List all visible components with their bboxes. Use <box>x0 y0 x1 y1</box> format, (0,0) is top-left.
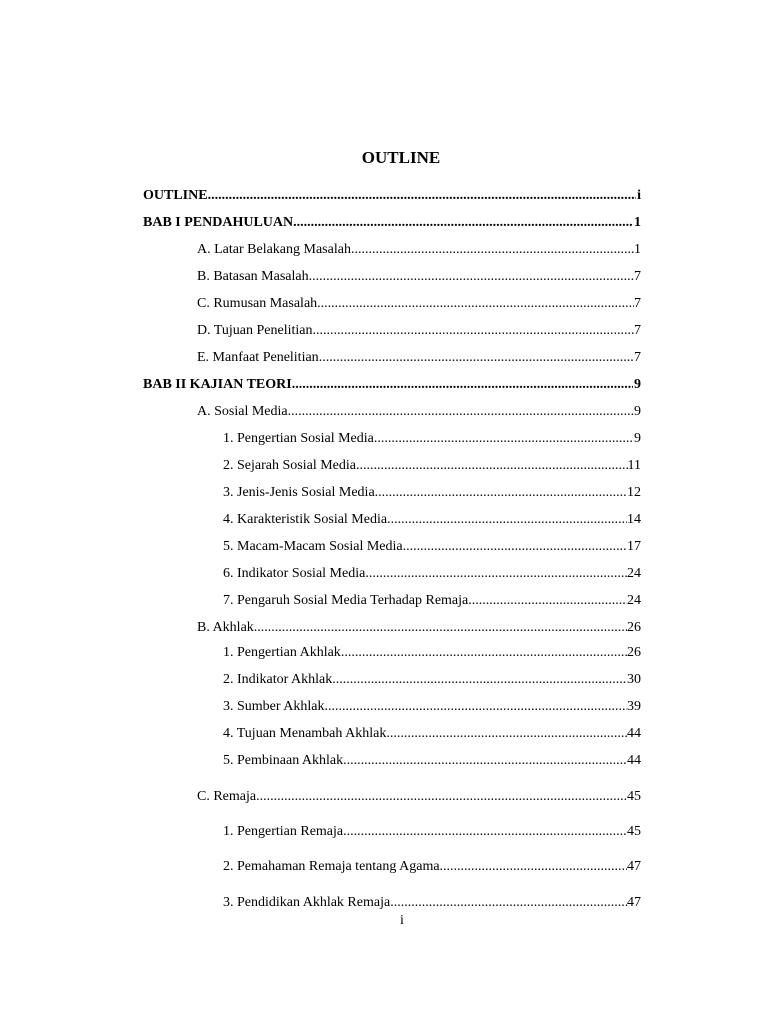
toc-entry-label: A. Latar Belakang Masalah <box>197 242 351 257</box>
toc-entry-page: 1 <box>634 242 641 257</box>
toc-entry <box>223 644 641 662</box>
toc-entry-page: 45 <box>627 824 641 839</box>
page-number: i <box>400 913 404 928</box>
dot-leader <box>332 671 627 689</box>
toc-entry <box>223 698 641 716</box>
toc-entry-label: 1. Pengertian Sosial Media <box>223 431 374 446</box>
toc-entry-label: D. Tujuan Penelitian <box>197 323 313 338</box>
toc-entry <box>197 349 641 367</box>
toc-entry <box>197 619 641 637</box>
toc-entry-page: i <box>637 188 641 203</box>
dot-leader <box>390 894 627 912</box>
toc-entry-page: 26 <box>627 645 641 660</box>
toc-entry-page: 1 <box>634 215 641 230</box>
toc-entry-page: 7 <box>634 269 641 284</box>
toc-entry-label: C. Remaja <box>197 789 257 804</box>
toc-entry-label: 2. Pemahaman Remaja tentang Agama <box>223 859 440 874</box>
toc-entry-page: 24 <box>627 566 641 581</box>
toc-entry <box>197 403 641 421</box>
toc-entry-page: 9 <box>634 404 641 419</box>
toc-entry-page: 7 <box>634 323 641 338</box>
toc-entry <box>223 457 641 475</box>
toc-entry <box>143 214 641 232</box>
toc-entry-label: BAB II KAJIAN TEORI <box>143 377 292 392</box>
toc-entry-label: B. Batasan Masalah <box>197 269 309 284</box>
toc-entry <box>197 268 641 286</box>
toc-entry-label: BAB I PENDAHULUAN <box>143 215 294 230</box>
dot-leader <box>319 349 634 367</box>
toc-entry-label: C. Rumusan Masalah <box>197 296 318 311</box>
dot-leader <box>325 698 628 716</box>
toc-entry-page: 12 <box>627 485 641 500</box>
toc-entry <box>223 592 641 610</box>
dot-leader <box>468 592 627 610</box>
dot-leader <box>288 403 634 421</box>
dot-leader <box>208 187 637 205</box>
toc-entry-label: OUTLINE <box>143 188 208 203</box>
toc-entry <box>223 565 641 583</box>
toc-entry-page: 39 <box>627 699 641 714</box>
dot-leader <box>341 644 627 662</box>
dot-leader <box>351 241 634 259</box>
toc-entry <box>223 511 641 529</box>
dot-leader <box>374 430 634 448</box>
toc-entry-label: 3. Jenis-Jenis Sosial Media <box>223 485 375 500</box>
toc-entry-page: 7 <box>634 350 641 365</box>
toc-entry-page: 9 <box>634 431 641 446</box>
toc-entry-page: 17 <box>627 539 641 554</box>
toc-entry-page: 7 <box>634 296 641 311</box>
toc-entry-label: 5. Pembinaan Akhlak <box>223 753 344 768</box>
dot-leader <box>309 268 634 286</box>
toc-entry-page: 26 <box>627 620 641 635</box>
toc-entry-page: 47 <box>627 859 641 874</box>
dot-leader <box>375 484 627 502</box>
toc-entry <box>197 295 641 313</box>
toc-entry-label: 2. Indikator Akhlak <box>223 672 333 687</box>
toc-entry-label: 1. Pengertian Akhlak <box>223 645 341 660</box>
toc-entry-page: 45 <box>627 789 641 804</box>
dot-leader <box>365 565 627 583</box>
dot-leader <box>356 457 628 475</box>
toc-entry <box>197 788 641 806</box>
dot-leader <box>317 295 634 313</box>
toc-entry-label: 3. Sumber Akhlak <box>223 699 325 714</box>
toc-entry <box>223 430 641 448</box>
toc-entry <box>223 823 641 841</box>
toc-entry-page: 30 <box>627 672 641 687</box>
toc-entry <box>223 894 641 912</box>
toc-entry <box>223 484 641 502</box>
toc-entry <box>197 241 641 259</box>
toc-entry-page: 44 <box>627 726 641 741</box>
toc-entry <box>223 538 641 556</box>
toc-entry-label: 2. Sejarah Sosial Media <box>223 458 356 473</box>
dot-leader <box>292 376 633 394</box>
dot-leader <box>343 823 627 841</box>
toc-entry-label: 4. Tujuan Menambah Akhlak <box>223 726 387 741</box>
page-title: OUTLINE <box>361 148 441 167</box>
dot-leader <box>313 322 634 340</box>
toc-entry <box>143 376 641 394</box>
toc-entry <box>223 858 641 876</box>
toc-entry-page: 9 <box>634 377 641 392</box>
toc-entry-label: B. Akhlak <box>197 620 254 635</box>
toc-entry <box>223 725 641 743</box>
toc-entry-label: 1. Pengertian Remaja <box>223 824 344 839</box>
dot-leader <box>254 619 627 637</box>
dot-leader <box>343 752 627 770</box>
dot-leader <box>403 538 627 556</box>
dot-leader <box>256 788 627 806</box>
toc-entry-page: 11 <box>627 458 641 473</box>
dot-leader <box>440 858 627 876</box>
toc-entry-label: 7. Pengaruh Sosial Media Terhadap Remaja <box>223 593 469 608</box>
toc-entry <box>143 187 641 205</box>
toc-entry-page: 14 <box>627 512 641 527</box>
toc-entry <box>197 322 641 340</box>
dot-leader <box>293 214 633 232</box>
toc-entry-label: 5. Macam-Macam Sosial Media <box>223 539 403 554</box>
toc-entry-label: 3. Pendidikan Akhlak Remaja <box>223 895 391 910</box>
toc-entry-page: 47 <box>627 895 641 910</box>
toc-entry-label: A. Sosial Media <box>197 404 288 419</box>
toc-entry-page: 44 <box>627 753 641 768</box>
toc-entry <box>223 752 641 770</box>
toc-entry-label: E. Manfaat Penelitian <box>197 350 319 365</box>
toc-entry <box>223 671 641 689</box>
dot-leader <box>387 511 627 529</box>
toc-entry-label: 4. Karakteristik Sosial Media <box>223 512 388 527</box>
toc-entry-page: 24 <box>627 593 641 608</box>
dot-leader <box>386 725 627 743</box>
toc-entry-label: 6. Indikator Sosial Media <box>223 566 366 581</box>
